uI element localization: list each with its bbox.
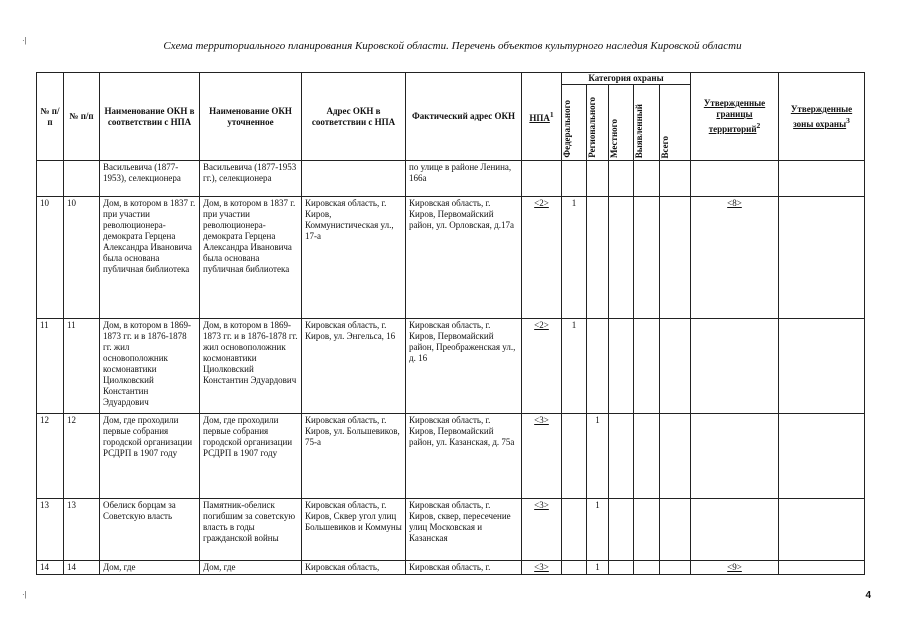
header-num1: № п/п bbox=[37, 73, 64, 161]
cell-addr-npa: Кировская область, г. Киров, Коммунистическая ул., 17-а bbox=[302, 197, 406, 319]
header-npa: НПА$^1$ bbox=[522, 73, 562, 161]
cell-n2: 13 bbox=[64, 499, 100, 561]
cell-zones bbox=[779, 161, 865, 197]
cell-name-npa: Васильевича (1877-1953), селекционера bbox=[100, 161, 200, 197]
cell-total bbox=[660, 319, 691, 414]
header-cat-identified: Выявленный bbox=[634, 85, 660, 161]
cell-addr-npa: Кировская область, г. Киров, Сквер угол улиц Большевиков и Коммуны bbox=[302, 499, 406, 561]
cell-npa: <3> bbox=[522, 414, 562, 499]
header-cat-regional: Регионального bbox=[587, 85, 609, 161]
cell-addr-actual: Кировская область, г. bbox=[406, 561, 522, 575]
cell-total bbox=[660, 197, 691, 319]
cell-federal: 1 bbox=[562, 319, 587, 414]
cell-addr-actual: Кировская область, г. Киров, Первомайский район, ул. Орловская, д.17а bbox=[406, 197, 522, 319]
cell-name-refined: Дом, в котором в 1869-1873 гг. и в 1876-1878 гг. жил основоположник космонавтики Циолковский Константин Эдуардович bbox=[200, 319, 302, 414]
cell-n2: 10 bbox=[64, 197, 100, 319]
header-name-npa: Наименование ОКН в соответствии с НПА bbox=[100, 73, 200, 161]
cell-federal bbox=[562, 161, 587, 197]
cell-n1: 10 bbox=[37, 197, 64, 319]
cell-addr-actual: по улице в районе Ленина, 166а bbox=[406, 161, 522, 197]
cell-n1: 13 bbox=[37, 499, 64, 561]
cell-addr-actual: Кировская область, г. Киров, Первомайский район, ул. Казанская, д. 75а bbox=[406, 414, 522, 499]
cell-addr-npa bbox=[302, 161, 406, 197]
cell-addr-npa: Кировская область, г. Киров, ул. Большевиков, 75-а bbox=[302, 414, 406, 499]
cell-local bbox=[609, 319, 634, 414]
cell-borders bbox=[691, 161, 779, 197]
cell-addr-npa: Кировская область, г. Киров, ул. Энгельса, 16 bbox=[302, 319, 406, 414]
cell-name-refined: Памятник-обелиск погибшим за советскую власть в годы гражданской войны bbox=[200, 499, 302, 561]
header-approved-zones: Утвержденные зоны охраны$^3$ bbox=[779, 73, 865, 161]
cell-total bbox=[660, 414, 691, 499]
cell-regional: 1 bbox=[587, 561, 609, 575]
cell-identified bbox=[634, 499, 660, 561]
header-cat-local: Местного bbox=[609, 85, 634, 161]
cell-npa: <2> bbox=[522, 197, 562, 319]
scan-mark: ·| bbox=[22, 590, 27, 599]
table-row bbox=[37, 161, 865, 197]
cell-borders: <9> bbox=[691, 561, 779, 575]
cell-local bbox=[609, 561, 634, 575]
cell-regional: 1 bbox=[587, 414, 609, 499]
cell-name-npa: Дом, где bbox=[100, 561, 200, 575]
cell-total bbox=[660, 161, 691, 197]
page-number: 4 bbox=[865, 590, 871, 601]
cell-identified bbox=[634, 561, 660, 575]
cell-name-refined: Дом, где проходили первые собрания городской организации РСДРП в 1907 году bbox=[200, 414, 302, 499]
cell-zones bbox=[779, 319, 865, 414]
cell-name-refined: Дом, где bbox=[200, 561, 302, 575]
document-title: Схема территориального планирования Кировской области. Перечень объектов культурного наследия Кировской области bbox=[163, 40, 742, 52]
cell-local bbox=[609, 499, 634, 561]
cell-zones bbox=[779, 414, 865, 499]
cell-addr-actual: Кировская область, г. Киров, Первомайский район, Преображенская ул., д. 16 bbox=[406, 319, 522, 414]
cell-local bbox=[609, 197, 634, 319]
cell-zones bbox=[779, 561, 865, 575]
table-row bbox=[37, 561, 865, 575]
table-row bbox=[37, 499, 865, 561]
cell-n1: 14 bbox=[37, 561, 64, 575]
cell-n1: 12 bbox=[37, 414, 64, 499]
cell-regional bbox=[587, 161, 609, 197]
cell-borders bbox=[691, 499, 779, 561]
cell-name-refined: Дом, в котором в 1837 г. при участии революционера-демократа Герцена Александра Ивановича была основана публичная библиотека bbox=[200, 197, 302, 319]
cell-identified bbox=[634, 161, 660, 197]
cell-addr-npa: Кировская область, bbox=[302, 561, 406, 575]
cell-borders bbox=[691, 319, 779, 414]
cell-regional bbox=[587, 197, 609, 319]
header-approved-borders: Утвержденные границы территорий$^2$ bbox=[691, 73, 779, 161]
cell-borders: <8> bbox=[691, 197, 779, 319]
cell-federal: 1 bbox=[562, 197, 587, 319]
cell-npa bbox=[522, 161, 562, 197]
cell-name-npa: Дом, где проходили первые собрания городской организации РСДРП в 1907 году bbox=[100, 414, 200, 499]
header-name-refined: Наименование ОКН уточненное bbox=[200, 73, 302, 161]
header-addr-npa: Адрес ОКН в соответствии с НПА bbox=[302, 73, 406, 161]
cell-npa: <2> bbox=[522, 319, 562, 414]
table-row bbox=[37, 319, 865, 414]
header-cat-federal: Федерального bbox=[562, 85, 587, 161]
cell-n1 bbox=[37, 161, 64, 197]
cell-local bbox=[609, 161, 634, 197]
cell-addr-actual: Кировская область, г. Киров, сквер, пересечение улиц Московская и Казанская bbox=[406, 499, 522, 561]
cell-name-npa: Обелиск борцам за Советскую власть bbox=[100, 499, 200, 561]
cell-local bbox=[609, 414, 634, 499]
cell-n2 bbox=[64, 161, 100, 197]
cell-n2: 14 bbox=[64, 561, 100, 575]
cell-name-npa: Дом, в котором в 1869-1873 гг. и в 1876-1878 гг. жил основоположник космонавтики Циолковский Константин Эдуардович bbox=[100, 319, 200, 414]
cell-identified bbox=[634, 197, 660, 319]
header-cat-total: Всего bbox=[660, 85, 691, 161]
header-addr-actual: Фактический адрес ОКН bbox=[406, 73, 522, 161]
cell-zones bbox=[779, 499, 865, 561]
header-num2: № п/п bbox=[64, 73, 100, 161]
cell-zones bbox=[779, 197, 865, 319]
cell-npa: <3> bbox=[522, 499, 562, 561]
cell-identified bbox=[634, 414, 660, 499]
cell-identified bbox=[634, 319, 660, 414]
cell-federal bbox=[562, 414, 587, 499]
header-category: Категория охраны bbox=[562, 73, 691, 85]
okn-table bbox=[36, 72, 865, 575]
cell-regional: 1 bbox=[587, 499, 609, 561]
cell-borders bbox=[691, 414, 779, 499]
cell-federal bbox=[562, 561, 587, 575]
cell-n2: 11 bbox=[64, 319, 100, 414]
cell-total bbox=[660, 561, 691, 575]
cell-npa: <3> bbox=[522, 561, 562, 575]
cell-regional bbox=[587, 319, 609, 414]
scan-mark: ·| bbox=[22, 36, 27, 45]
cell-name-refined: Васильевича (1877-1953 гг.), селекционера bbox=[200, 161, 302, 197]
cell-n2: 12 bbox=[64, 414, 100, 499]
cell-federal bbox=[562, 499, 587, 561]
cell-name-npa: Дом, в котором в 1837 г. при участии революционера-демократа Герцена Александра Ивановича была основана публичная библиотека bbox=[100, 197, 200, 319]
cell-n1: 11 bbox=[37, 319, 64, 414]
table-row bbox=[37, 197, 865, 319]
cell-total bbox=[660, 499, 691, 561]
table-row bbox=[37, 414, 865, 499]
